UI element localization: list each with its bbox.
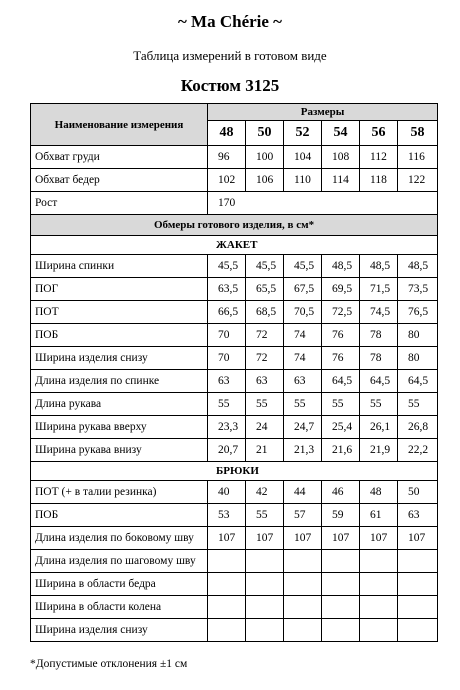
size-header-cell: 58 <box>398 121 438 146</box>
measurement-label: ПОГ <box>31 278 208 301</box>
measurement-value: 69,5 <box>322 278 360 301</box>
measurement-label: Рост <box>31 192 208 215</box>
table-row <box>31 596 438 619</box>
measurement-value: 107 <box>398 527 438 550</box>
measurement-value: 23,3 <box>208 416 246 439</box>
measurement-value: 78 <box>360 324 398 347</box>
table-row <box>31 146 438 169</box>
measurement-value: 55 <box>360 393 398 416</box>
measurement-value: 110 <box>284 169 322 192</box>
measurement-value: 76 <box>322 324 360 347</box>
measurement-value <box>322 550 360 573</box>
measurement-label: Обхват груди <box>31 146 208 169</box>
measurement-value: 70,5 <box>284 301 322 324</box>
measurement-value: 59 <box>322 504 360 527</box>
measurement-value <box>360 619 398 642</box>
table-row <box>31 255 438 278</box>
measurement-value: 76 <box>322 347 360 370</box>
measurement-label: ПОБ <box>31 324 208 347</box>
measurement-label: Ширина в области бедра <box>31 573 208 596</box>
measurement-value: 24,7 <box>284 416 322 439</box>
measurement-value: 55 <box>398 393 438 416</box>
section-title: Обмеры готового изделия, в см* <box>31 215 438 236</box>
measurement-value: 20,7 <box>208 439 246 462</box>
measurement-value: 50 <box>398 481 438 504</box>
measurement-value: 45,5 <box>208 255 246 278</box>
table-row <box>31 324 438 347</box>
measurement-label: Длина изделия по боковому шву <box>31 527 208 550</box>
measurement-value <box>246 573 284 596</box>
measurement-value: 74 <box>284 324 322 347</box>
table-row <box>31 192 438 215</box>
table-row <box>31 278 438 301</box>
measurement-value: 73,5 <box>398 278 438 301</box>
measurement-value <box>208 550 246 573</box>
measurement-value: 64,5 <box>360 370 398 393</box>
measurement-value <box>284 550 322 573</box>
table-row <box>31 481 438 504</box>
measurement-value: 45,5 <box>246 255 284 278</box>
measurement-value: 70 <box>208 324 246 347</box>
measurement-value: 48,5 <box>360 255 398 278</box>
measurement-value: 63 <box>398 504 438 527</box>
measurement-value <box>246 550 284 573</box>
table-row <box>31 573 438 596</box>
measurement-value <box>360 550 398 573</box>
measurement-value: 40 <box>208 481 246 504</box>
measurement-value: 25,4 <box>322 416 360 439</box>
table-row <box>31 504 438 527</box>
measurement-value: 67,5 <box>284 278 322 301</box>
measurement-value: 24 <box>246 416 284 439</box>
measurement-value: 112 <box>360 146 398 169</box>
measurement-value: 96 <box>208 146 246 169</box>
measurement-value: 45,5 <box>284 255 322 278</box>
measurement-value: 102 <box>208 169 246 192</box>
measurement-value: 64,5 <box>398 370 438 393</box>
measurement-value: 78 <box>360 347 398 370</box>
measurement-value <box>322 573 360 596</box>
measurement-value <box>322 619 360 642</box>
measurement-value: 21,6 <box>322 439 360 462</box>
measurement-value <box>284 596 322 619</box>
measurement-value: 114 <box>322 169 360 192</box>
measurement-value: 100 <box>246 146 284 169</box>
measurement-value <box>322 596 360 619</box>
measurement-value: 64,5 <box>322 370 360 393</box>
measurement-value: 26,1 <box>360 416 398 439</box>
measurement-value <box>284 619 322 642</box>
measurement-value: 72 <box>246 324 284 347</box>
size-header-cell: 50 <box>246 121 284 146</box>
measurement-value: 55 <box>322 393 360 416</box>
measurement-label: Ширина спинки <box>31 255 208 278</box>
sizes-header: Размеры <box>208 104 438 121</box>
measurement-value <box>208 619 246 642</box>
table-row <box>31 527 438 550</box>
measurement-value: 55 <box>208 393 246 416</box>
measurement-value <box>398 550 438 573</box>
table-row <box>31 619 438 642</box>
measurement-value <box>208 596 246 619</box>
measurement-label: Ширина рукава внизу <box>31 439 208 462</box>
measurement-value: 22,2 <box>398 439 438 462</box>
measurement-value <box>398 596 438 619</box>
measurement-value: 76,5 <box>398 301 438 324</box>
measurement-value: 107 <box>322 527 360 550</box>
measurement-value <box>246 596 284 619</box>
measurement-value: 21,9 <box>360 439 398 462</box>
measurement-value: 26,8 <box>398 416 438 439</box>
measurement-label: Ширина изделия снизу <box>31 347 208 370</box>
measurement-label: ПОТ <box>31 301 208 324</box>
measurement-value: 72 <box>246 347 284 370</box>
measurement-value: 21,3 <box>284 439 322 462</box>
section-title-row <box>31 215 438 236</box>
measurement-value: 122 <box>398 169 438 192</box>
measurement-label: ПОБ <box>31 504 208 527</box>
measurement-value: 108 <box>322 146 360 169</box>
measurement-value: 104 <box>284 146 322 169</box>
table-row <box>31 393 438 416</box>
pants-title-row <box>31 462 438 481</box>
measurement-value: 70 <box>208 347 246 370</box>
measurement-value: 42 <box>246 481 284 504</box>
brand-title: ~ Ma Chérie ~ <box>177 12 283 31</box>
measurements-table <box>30 103 438 642</box>
measurement-value: 118 <box>360 169 398 192</box>
measurement-label: ПОТ (+ в талии резинка) <box>31 481 208 504</box>
measurement-value: 55 <box>284 393 322 416</box>
measurement-value: 74,5 <box>360 301 398 324</box>
measurement-label: Обхват бедер <box>31 169 208 192</box>
table-row <box>31 550 438 573</box>
measurement-value: 71,5 <box>360 278 398 301</box>
measurement-value: 55 <box>246 393 284 416</box>
measurement-value <box>360 596 398 619</box>
measurement-value: 72,5 <box>322 301 360 324</box>
height-value: 170 <box>208 192 438 215</box>
jacket-title: ЖАКЕТ <box>31 236 438 255</box>
footnote: *Допустимые отклонения ±1 см <box>30 658 188 670</box>
measurement-value: 55 <box>246 504 284 527</box>
measurement-value: 80 <box>398 324 438 347</box>
measurement-value: 53 <box>208 504 246 527</box>
measurement-label: Ширина в области колена <box>31 596 208 619</box>
pants-title: БРЮКИ <box>31 462 438 481</box>
measurement-value: 63 <box>208 370 246 393</box>
measurement-value: 107 <box>360 527 398 550</box>
measurement-label: Длина рукава <box>31 393 208 416</box>
measurement-value: 48,5 <box>322 255 360 278</box>
jacket-title-row <box>31 236 438 255</box>
measurement-value: 57 <box>284 504 322 527</box>
measurement-value: 63,5 <box>208 278 246 301</box>
measurement-value: 46 <box>322 481 360 504</box>
measurement-value: 66,5 <box>208 301 246 324</box>
measurement-value: 74 <box>284 347 322 370</box>
measurement-value: 61 <box>360 504 398 527</box>
measurement-value: 116 <box>398 146 438 169</box>
name-header: Наименование измерения <box>31 104 208 146</box>
measurement-label: Ширина изделия снизу <box>31 619 208 642</box>
measurement-value <box>284 573 322 596</box>
measurement-value <box>246 619 284 642</box>
table-row <box>31 347 438 370</box>
measurement-value: 21 <box>246 439 284 462</box>
document-subtitle: Таблица измерений в готовом виде <box>133 48 327 63</box>
size-header-cell: 56 <box>360 121 398 146</box>
measurement-value <box>398 619 438 642</box>
measurement-value <box>398 573 438 596</box>
measurement-value: 80 <box>398 347 438 370</box>
measurement-value: 48 <box>360 481 398 504</box>
measurement-value: 68,5 <box>246 301 284 324</box>
measurement-value: 48,5 <box>398 255 438 278</box>
measurement-value: 107 <box>208 527 246 550</box>
measurement-label: Длина изделия по спинке <box>31 370 208 393</box>
measurement-value: 63 <box>246 370 284 393</box>
model-title: Костюм 3125 <box>180 76 280 95</box>
measurement-value: 107 <box>284 527 322 550</box>
table-row <box>31 370 438 393</box>
measurement-value: 65,5 <box>246 278 284 301</box>
measurement-label: Длина изделия по шаговому шву <box>31 550 208 573</box>
table-row <box>31 439 438 462</box>
measurement-value: 106 <box>246 169 284 192</box>
table-row <box>31 301 438 324</box>
table-row <box>31 169 438 192</box>
measurement-value: 44 <box>284 481 322 504</box>
size-header-cell: 54 <box>322 121 360 146</box>
measurement-label: Ширина рукава вверху <box>31 416 208 439</box>
measurement-value: 63 <box>284 370 322 393</box>
measurement-value <box>360 573 398 596</box>
measurement-value <box>208 573 246 596</box>
table-row <box>31 416 438 439</box>
measurement-value: 107 <box>246 527 284 550</box>
size-header-cell: 52 <box>284 121 322 146</box>
size-header-cell: 48 <box>208 121 246 146</box>
